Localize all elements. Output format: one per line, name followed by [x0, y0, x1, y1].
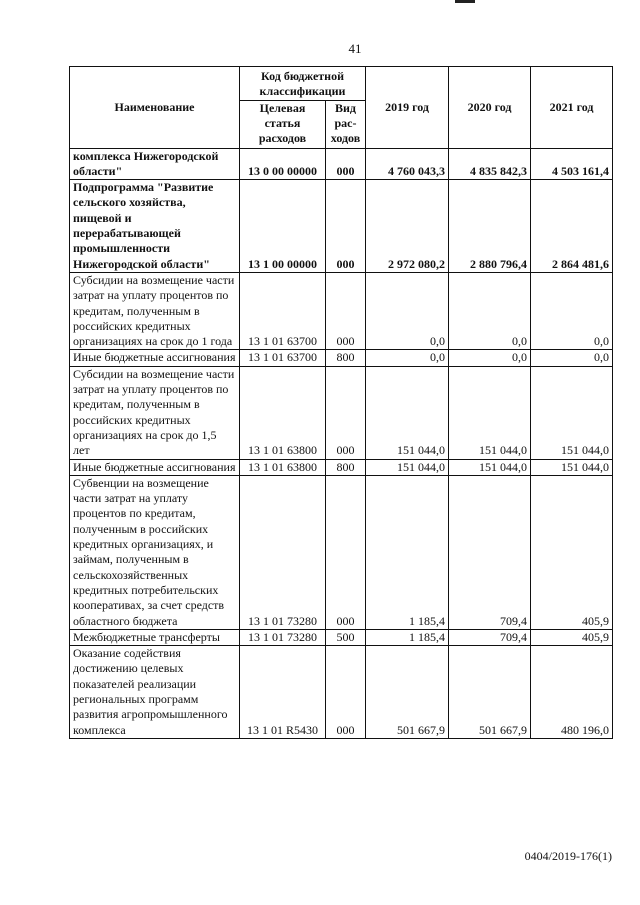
row-type: 800 [326, 459, 366, 475]
row-2020: 4 835 842,3 [449, 148, 531, 180]
row-name: Субвенции на возмещение части затрат на уплату процентов по кредитам, полученным в российских кредитных организациях, и займам, полученным в сельскохозяйственных кредитных потребительских кооперативах, за счет средств областного бюджета [70, 475, 240, 629]
table-row [70, 180, 613, 273]
row-2021: 0,0 [531, 350, 613, 366]
row-2020: 709,4 [449, 629, 531, 645]
page-number: 41 [348, 41, 362, 56]
row-type: 000 [326, 475, 366, 629]
table-row [70, 629, 613, 645]
budget-table [69, 66, 613, 739]
table-row [70, 459, 613, 475]
table-row [70, 646, 613, 739]
row-2021: 405,9 [531, 629, 613, 645]
header-expense-type: Вид рас-ходов [326, 100, 366, 148]
header-2019: 2019 год [366, 67, 449, 149]
row-2020: 0,0 [449, 350, 531, 366]
row-code: 13 1 01 63800 [240, 366, 326, 459]
table-row [70, 148, 613, 180]
table-row [70, 350, 613, 366]
row-2019: 1 185,4 [366, 475, 449, 629]
row-2019: 1 185,4 [366, 629, 449, 645]
row-code: 13 1 01 63700 [240, 272, 326, 349]
header-2021: 2021 год [531, 67, 613, 149]
row-type: 000 [326, 272, 366, 349]
row-2020: 709,4 [449, 475, 531, 629]
row-2020: 151 044,0 [449, 366, 531, 459]
table-row [70, 272, 613, 349]
row-2019: 151 044,0 [366, 366, 449, 459]
header-code-group: Код бюджетной классификации [240, 67, 366, 101]
row-2021: 4 503 161,4 [531, 148, 613, 180]
row-2020: 151 044,0 [449, 459, 531, 475]
row-type: 000 [326, 366, 366, 459]
row-type: 500 [326, 629, 366, 645]
row-2021: 405,9 [531, 475, 613, 629]
row-type: 000 [326, 180, 366, 273]
table-row [70, 366, 613, 459]
row-code: 13 1 01 63800 [240, 459, 326, 475]
row-2021: 480 196,0 [531, 646, 613, 739]
row-code: 13 1 01 R5430 [240, 646, 326, 739]
row-2019: 0,0 [366, 350, 449, 366]
row-name: Субсидии на возмещение части затрат на уплату процентов по кредитам, полученным в российских кредитных организациях на срок до 1 года [70, 272, 240, 349]
row-2019: 151 044,0 [366, 459, 449, 475]
row-name: Субсидии на возмещение части затрат на уплату процентов по кредитам, полученным в российских кредитных организациях на срок до 1,5 лет [70, 366, 240, 459]
row-2021: 0,0 [531, 272, 613, 349]
row-2020: 2 880 796,4 [449, 180, 531, 273]
row-code: 13 1 01 63700 [240, 350, 326, 366]
row-2019: 4 760 043,3 [366, 148, 449, 180]
row-name: Межбюджетные трансферты [70, 629, 240, 645]
row-type: 000 [326, 148, 366, 180]
header-name: Наименование [70, 67, 240, 149]
row-code: 13 1 00 00000 [240, 180, 326, 273]
row-2021: 151 044,0 [531, 366, 613, 459]
page-edge-mark [455, 0, 475, 3]
row-2019: 2 972 080,2 [366, 180, 449, 273]
row-name: Иные бюджетные ассигнования [70, 350, 240, 366]
row-type: 800 [326, 350, 366, 366]
row-name: Иные бюджетные ассигнования [70, 459, 240, 475]
row-2019: 501 667,9 [366, 646, 449, 739]
row-code: 13 1 01 73280 [240, 475, 326, 629]
row-name: комплекса Нижегородской области" [70, 148, 240, 180]
row-2020: 501 667,9 [449, 646, 531, 739]
header-target-article: Целевая статья расходов [240, 100, 326, 148]
header-2020: 2020 год [449, 67, 531, 149]
row-code: 13 1 01 73280 [240, 629, 326, 645]
row-2020: 0,0 [449, 272, 531, 349]
row-type: 000 [326, 646, 366, 739]
row-name: Оказание содействия достижению целевых показателей реализации региональных программ развития агропромышленного комплекса [70, 646, 240, 739]
row-code: 13 0 00 00000 [240, 148, 326, 180]
row-name: Подпрограмма "Развитие сельского хозяйства, пищевой и перерабатывающей промышленности Нижегородской области" [70, 180, 240, 273]
row-2021: 151 044,0 [531, 459, 613, 475]
document-code: 0404/2019-176(1) [524, 849, 612, 863]
row-2019: 0,0 [366, 272, 449, 349]
table-row [70, 475, 613, 629]
row-2021: 2 864 481,6 [531, 180, 613, 273]
